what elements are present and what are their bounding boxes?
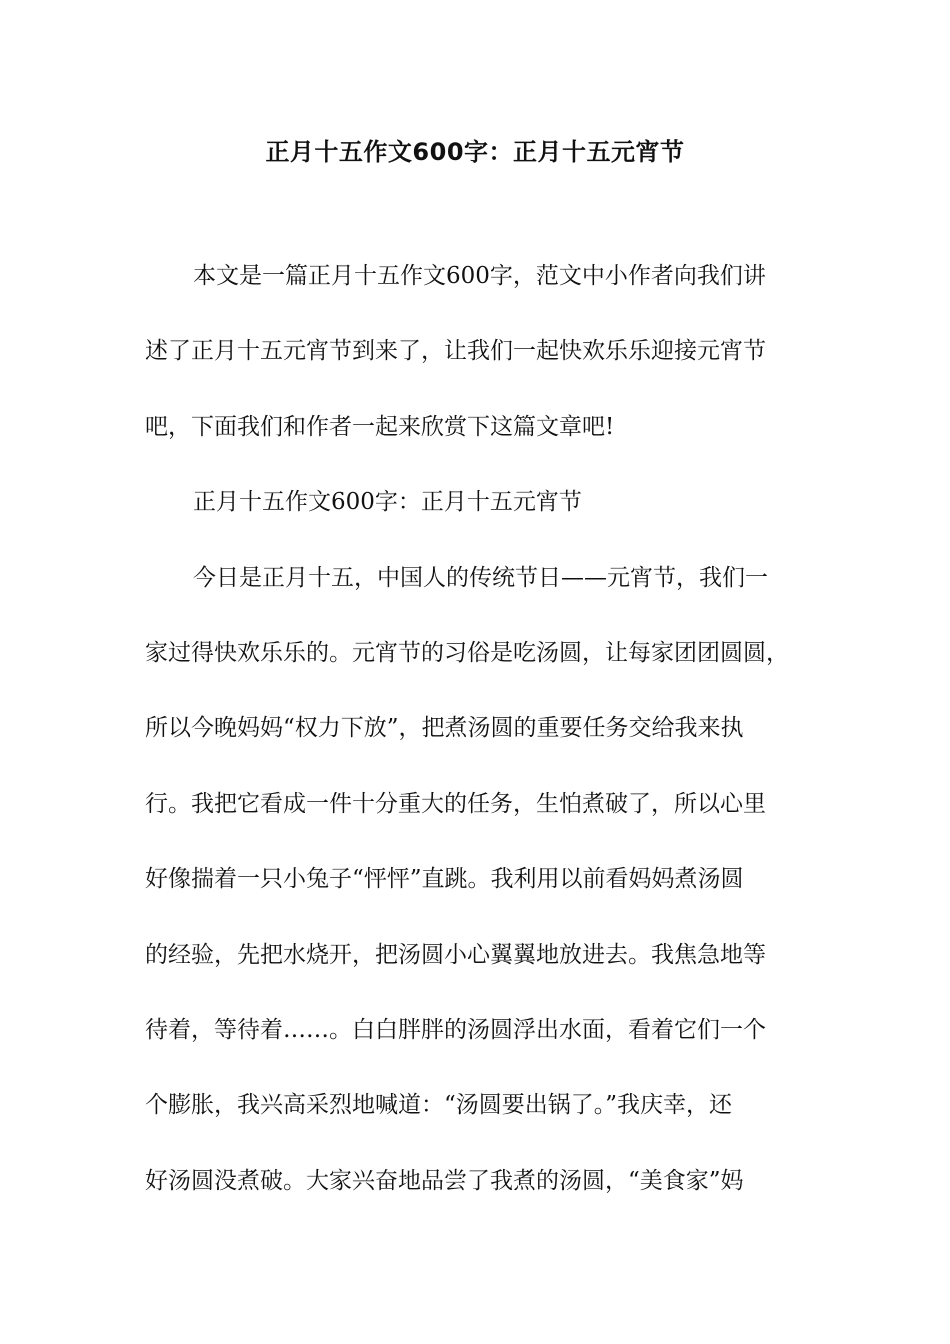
body-line: 的经验，先把水烧开，把汤圆小心翼翼地放进去。我焦急地等	[145, 941, 766, 968]
body-line: 吧，下面我们和作者一起来欣赏下这篇文章吧!	[145, 413, 615, 440]
body-line: 述了正月十五元宵节到来了，让我们一起快欢乐乐迎接元宵节	[145, 338, 766, 365]
body-line: 家过得快欢乐乐的。元宵节的习俗是吃汤圆，让每家团团圆圆，	[145, 639, 789, 666]
body-line: 好像揣着一只小兔子“怦怦”直跳。我利用以前看妈妈煮汤圆	[145, 866, 744, 893]
document-title: 正月十五作文600字：正月十五元宵节	[265, 138, 685, 166]
body-line: 所以今晚妈妈“权力下放”，把煮汤圆的重要任务交给我来执	[145, 715, 744, 742]
document-body	[145, 254, 805, 1234]
body-line: 个膨胀，我兴高采烈地喊道：“汤圆要出锅了。”我庆幸，还	[145, 1092, 733, 1119]
body-line: 待着，等待着……。白白胖胖的汤圆浮出水面，看着它们一个	[145, 1016, 766, 1043]
body-line: 本文是一篇正月十五作文600字，范文中小作者向我们讲	[193, 263, 766, 289]
body-line: 今日是正月十五，中国人的传统节日——元宵节，我们一	[193, 564, 768, 591]
body-line: 好汤圆没煮破。大家兴奋地品尝了我煮的汤圆，“美食家”妈	[145, 1167, 744, 1194]
body-line: 行。我把它看成一件十分重大的任务，生怕煮破了，所以心里	[145, 790, 766, 817]
body-line-subtitle: 正月十五作文600字：正月十五元宵节	[193, 489, 582, 516]
